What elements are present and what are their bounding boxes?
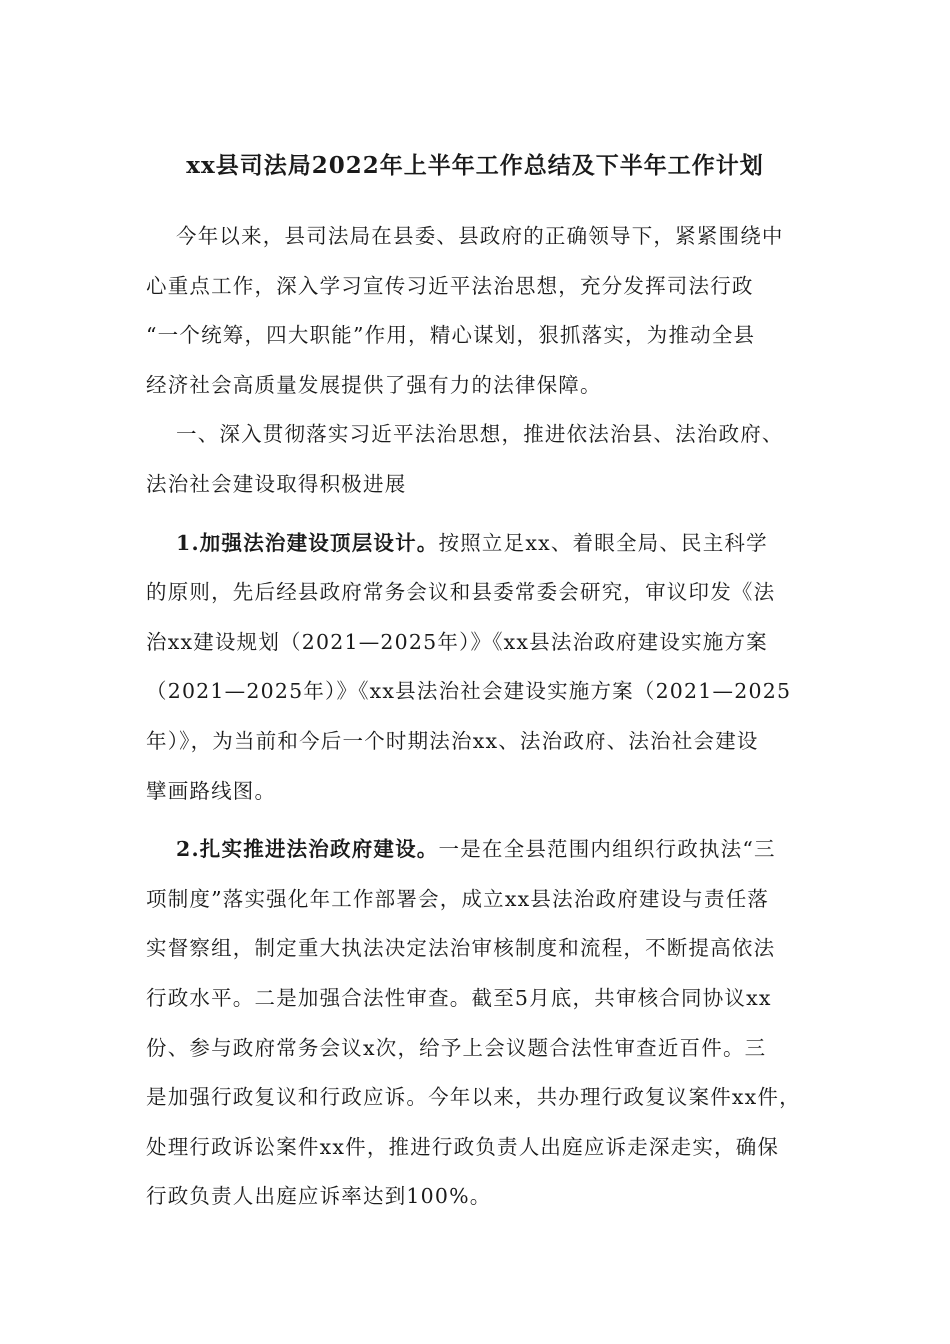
item-1-line: 治xx建设规划（2021—2025年）》《xx县法治政府建设实施方案	[146, 629, 768, 654]
item-1-text: 按照立足xx、着眼全局、民主科学	[438, 530, 768, 555]
item-2-paragraph	[146, 825, 810, 1222]
item-1-line: 的原则，先后经县政府常务会议和县委常委会研究，审议印发《法	[146, 580, 776, 605]
document-title: xx县司法局2022年上半年工作总结及下半年工作计划	[186, 152, 764, 179]
item-2-line: 行政水平。二是加强合法性审查。截至5月底，共审核合同协议xx	[146, 985, 772, 1010]
item-2-heading: 2.扎实推进法治政府建设。	[176, 837, 439, 862]
intro-line: 今年以来，县司法局在县委、县政府的正确领导下，紧紧围绕中	[176, 224, 784, 248]
intro-paragraph	[146, 212, 810, 410]
section-heading-line: 一、深入贯彻落实习近平法治思想，推进依法治县、法治政府、	[176, 422, 784, 447]
item-1-line: 年）》，为当前和今后一个时期法治xx、法治政府、法治社会建设	[146, 728, 759, 753]
section-heading-line: 法治社会建设取得积极进展	[146, 471, 407, 496]
item-2-line: 行政负责人出庭应诉率达到100%。	[146, 1184, 492, 1209]
item-2-line: 实督察组，制定重大执法决定法治审核制度和流程，不断提高依法	[146, 936, 776, 961]
item-2-line: 是加强行政复议和行政应诉。今年以来，共办理行政复议案件xx件，	[146, 1085, 801, 1110]
item-1-paragraph	[146, 519, 810, 817]
intro-line: 经济社会高质量发展提供了强有力的法律保障。	[146, 372, 602, 397]
item-2-first-line	[146, 825, 810, 875]
item-2-line: 份、参与政府常务会议x次，给予上会议题合法性审查近百件。三	[146, 1035, 767, 1060]
item-1-heading: 1.加强法治建设顶层设计。	[176, 530, 439, 555]
item-1-line: 擘画路线图。	[146, 778, 277, 803]
intro-line: 心重点工作，深入学习宣传习近平法治思想，充分发挥司法行政	[146, 273, 754, 298]
item-2-line: 项制度”落实强化年工作部署会，成立xx县法治政府建设与责任落	[146, 886, 770, 911]
item-2-line: 处理行政诉讼案件xx件，推进行政负责人出庭应诉走深走实，确保	[146, 1134, 780, 1159]
item-2-text: 一是在全县范围内组织行政执法“三	[438, 837, 776, 862]
item-1-line: （2021—2025年）》《xx县法治社会建设实施方案（2021—2025	[146, 679, 792, 704]
intro-line: “一个统筹，四大职能”作用，精心谋划，狠抓落实，为推动全县	[146, 323, 756, 348]
document-body	[146, 212, 810, 1222]
section-heading-1	[146, 410, 810, 509]
item-1-first-line	[146, 519, 810, 569]
